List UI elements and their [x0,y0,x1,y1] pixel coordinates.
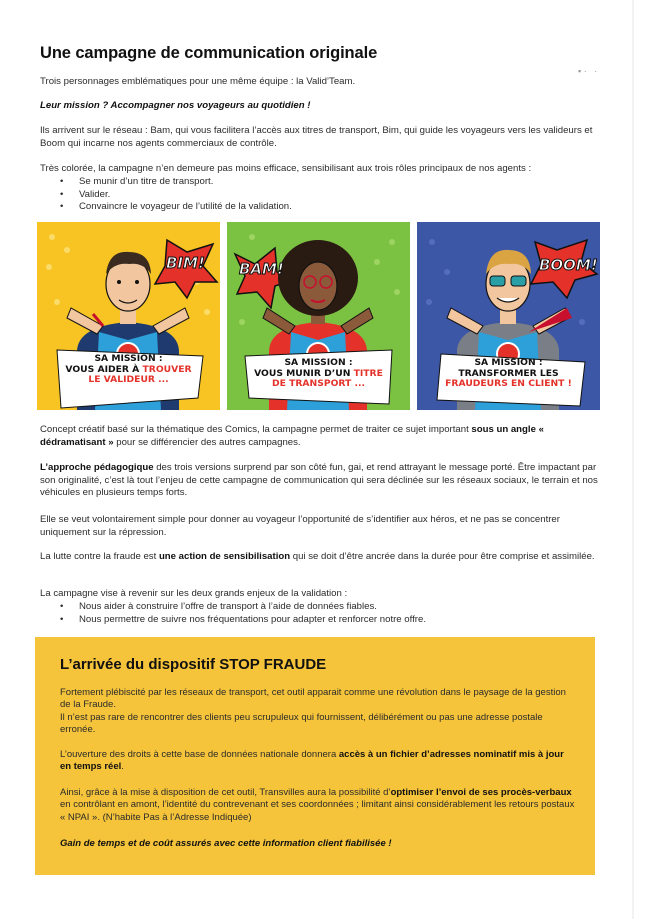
caption-part: TRANSFORMER LES [458,367,559,379]
caption-line: SA MISSION : [474,357,543,368]
aims-paragraph: La campagne vise à revenir sur les deux grands enjeux de la validation : [40,588,348,599]
fight-paragraph [40,551,606,564]
caption-highlight: TITRE [353,367,383,379]
emphasis: optimiser l’envoi de ses procès-verbaux [390,787,572,798]
approach-paragraph [40,462,606,500]
caption-part: VOUS AIDER À [65,363,143,375]
text-span: La lutte contre la fraude est [40,551,159,562]
emphasis: L’approche pédagogique [40,462,154,473]
scan-edge [632,0,634,919]
intro-text: Trois personnages emblématiques pour une même équipe : la Valid’Team. [40,76,356,87]
panel-bim [37,222,220,410]
panel-caption [37,354,220,386]
scan-marks: ▪ · · [578,66,598,76]
box-paragraph [60,787,576,824]
caption-line: SA MISSION : [284,357,353,368]
panel-boom [417,222,600,410]
mission-heading: Leur mission ? Accompagner nos voyageurs au quotidien ! [40,100,311,111]
text-span: qui se doit d’être ancrée dans la durée pour être comprise et assimilée. [290,551,595,562]
text-span: pour se différencier des autres campagnes. [113,436,301,448]
emphasis: une action de sensibilisation [158,551,291,562]
list-item: • Convaincre le voyageur de l’utilité de la validation. [60,201,292,214]
concept-paragraph [40,424,606,449]
box-paragraph: Il n’est pas rare de rencontrer des clients peu scrupuleux qui fournissent, délibérément ou pas une adresse postale erronée. [60,712,543,736]
badge-label [117,362,123,363]
text-span: Ainsi, grâce à la mise à disposition de cet outil, Transvilles aura la possibilité d’ [60,787,391,798]
caption-highlight: LE VALIDEUR ... [88,374,169,385]
bubble-text: BIM! [166,254,205,272]
box-paragraph: Fortement plébiscité par les réseaux de transport, cet outil apparait comme une révolution dans le paysage de la gestion de la Fraude. [60,687,566,711]
bubble-text: BAM! [239,260,284,278]
list-item: • Se munir d’un titre de transport. [60,176,292,189]
text-span: L’ouverture des droits à cette base de données nationale donnera [60,749,339,760]
aims-list [60,601,426,626]
colorful-paragraph: Très colorée, la campagne n’en demeure pas moins efficace, sensibilisant aux trois rôles principaux de nos agents : [40,163,532,174]
roles-list [60,176,292,214]
text-span: . [121,761,124,773]
simple-paragraph: Elle se veut volontairement simple pour donner au voyageur l’opportunité de s’identifier aux héros, et ne pas se concentrer uniquement sur la répression. [40,514,560,538]
caption-highlight: FRAUDEURS EN CLIENT ! [445,378,572,389]
stop-fraude-box [35,637,595,875]
box-title: L’arrivée du dispositif STOP FRAUDE [60,656,327,673]
caption-highlight: DE TRANSPORT ... [271,378,365,389]
emphasis: sous un angle « dédramatisant » [40,424,544,448]
caption-line: SA MISSION : [94,353,163,364]
panel-caption [227,358,410,390]
panel-caption [417,358,600,390]
list-item: • Nous aider à construire l’offre de transport à l’aide de données fiables. [60,601,426,614]
page-title: Une campagne de communication originale [40,44,378,62]
caption-part: VOUS MUNIR D’UN [254,367,354,379]
list-item: • Valider. [60,189,292,202]
badge-label [497,362,503,363]
badge-label [307,362,313,363]
text-span: Concept créatif basé sur la thématique des Comics, la campagne permet de traiter ce sujet important [40,424,472,435]
comic-panels [37,222,600,410]
panel-bam [227,222,410,410]
text-span: en contrôlant en amont, l’identité du contrevenant et ses coordonnées ; limitant ainsi considérablement les retours postaux « NPAI ». (N’habite Pas à l’Adresse Indiquée) [60,799,575,823]
list-item: • Nous permettre de suivre nos fréquentations pour adapter et renforcer notre offre. [60,614,426,627]
caption-highlight: TROUVER [142,363,192,375]
box-paragraph [60,749,576,774]
emphasis: accès à un fichier d’adresses nominatif mis à jour en temps réel [60,749,564,773]
arrival-paragraph: Ils arrivent sur le réseau : Bam, qui vous facilitera l’accès aux titres de transport, Bim, qui guide les voyageurs vers les valideurs et Boom qui incarne nos agents commerciaux de contrôle. [40,125,593,149]
box-conclusion: Gain de temps et de coût assurés avec cette information client fiabilisée ! [60,838,392,849]
bubble-text: BOOM! [539,256,598,274]
text-span: des trois versions surprend par son côté fun, gai, et rend attrayant le message porté. Être impactant par son originalité, c’est là tout l’enjeu de cette campagne de communication qui sera déclinée sur les réseaux sociaux, le terrain et nos véhicules en plusieurs temps forts. [40,462,598,499]
